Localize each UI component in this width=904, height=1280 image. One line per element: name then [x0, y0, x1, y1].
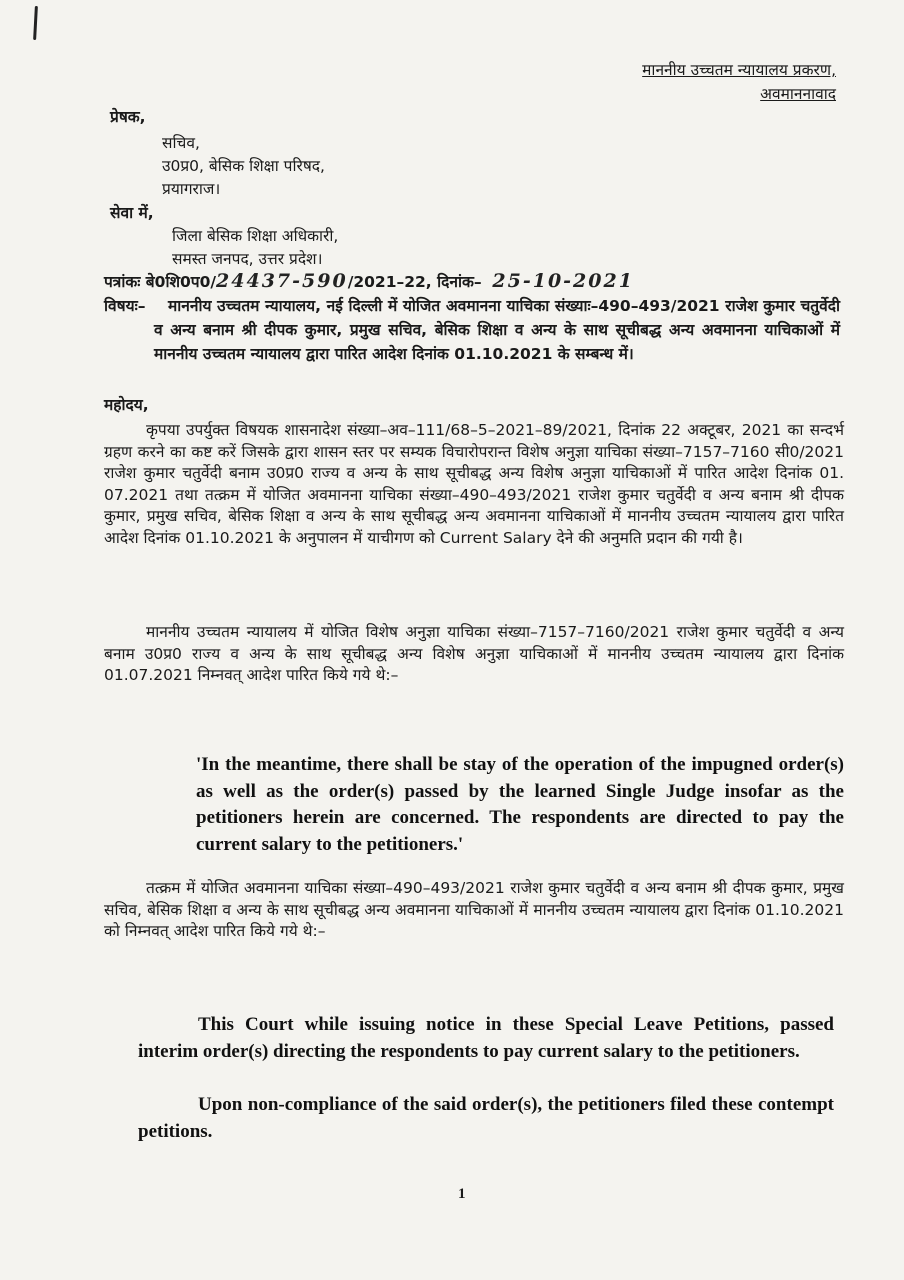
letter-ref-middle: /2021–22, दिनांक–	[347, 273, 482, 291]
case-header-line1: माननीय उच्चतम न्यायालय प्रकरण,	[642, 61, 836, 79]
recipient-line1: जिला बेसिक शिक्षा अधिकारी,	[172, 227, 339, 245]
subject-label: विषयः–	[104, 297, 146, 315]
subject-block	[104, 294, 840, 366]
sender-line1: सचिव,	[162, 134, 200, 152]
handwritten-date: 25-10-2021	[492, 270, 634, 292]
recipient-line2: समस्त जनपद, उत्तर प्रदेश।	[172, 250, 323, 268]
case-header	[642, 58, 836, 106]
paragraph-3: तत्क्रम में योजित अवमानना याचिका संख्या–490–493/2021 राजेश कुमार चतुर्वेदी व अन्य बनाम श्री दीपक कुमार, प्रमुख सचिव, बेसिक शिक्षा व अन्य के साथ सूचीबद्ध अन्य अवमानना याचिकाओं में माननीय उच्चतम न्यायालय द्वारा दिनांक 01.10.2021 को निम्नवत् आदेश पारित किये गये थे:–	[104, 879, 844, 940]
case-header-line2: अवमाननावाद	[760, 85, 836, 103]
sender-line2: उ0प्र0, बेसिक शिक्षा परिषद,	[162, 157, 325, 175]
pen-mark	[33, 6, 38, 40]
court-order-quote-2b: Upon non-compliance of the said order(s), the petitioners filed these contempt petitions.	[138, 1094, 834, 1142]
handwritten-letter-number: 24437-590	[216, 270, 348, 292]
sender-line3: प्रयागराज।	[162, 180, 221, 198]
sender-label: प्रेषक,	[110, 108, 146, 126]
court-order-quote-1: 'In the meantime, there shall be stay of the operation of the impugned order(s) as well as the order(s) passed by the learned Single Judge insofar as the petitioners herein are concerned. The respondents are directed to pay the current salary to the petitioners.'	[196, 754, 844, 855]
paragraph-2: माननीय उच्चतम न्यायालय में योजित विशेष अनुज्ञा याचिका संख्या–7157–7160/2021 राजेश कुमार चतुर्वेदी व अन्य बनाम उ0प्र0 राज्य व अन्य के साथ सूचीबद्ध अन्य विशेष अनुज्ञा याचिकाओं में माननीय उच्चतम न्यायालय द्वारा दिनांक 01.07.2021 निम्नवत् आदेश पारित किये गये थे:–	[104, 623, 844, 684]
court-order-quote-2a: This Court while issuing notice in these Special Leave Petitions, passed interim order(s) directing the respondents to pay current salary to the petitioners.	[138, 1014, 834, 1062]
subject-text: माननीय उच्चतम न्यायालय, नई दिल्ली में योजित अवमानना याचिका संख्याः–490–493/2021 राजेश कुमार चतुर्वेदी व अन्य बनाम श्री दीपक कुमार, प्रमुख सचिव, बेसिक शिक्षा व अन्य के साथ सूचीबद्ध अन्य अवमानना याचिकाओं में माननीय उच्चतम न्यायालय द्वारा पारित आदेश दिनांक 01.10.2021 के सम्बन्ध में।	[154, 297, 840, 363]
recipient-label: सेवा में,	[110, 204, 154, 222]
page-number: 1	[458, 1186, 466, 1202]
letter-reference	[104, 270, 634, 293]
salutation: महोदय,	[104, 396, 149, 414]
paragraph-1: कृपया उपर्युक्त विषयक शासनादेश संख्या–अव–111/68–5–2021–89/2021, दिनांक 22 अक्टूबर, 2021 का सन्दर्भ ग्रहण करने का कष्ट करें जिसके द्वारा शासन स्तर पर सम्यक विचारोपरान्त विशेष अनुज्ञा याचिका संख्या–7157–7160 सी0/2021 राजेश कुमार चतुर्वेदी बनाम उ0प्र0 राज्य व अन्य के साथ सूचीबद्ध अन्य विशेष अनुज्ञा याचिकाओं में पारित आदेश दिनांक 01. 07.2021 तथा तत्क्रम में योजित अवमानना याचिका संख्या–490–493/2021 राजेश कुमार चतुर्वेदी व अन्य बनाम श्री दीपक कुमार, प्रमुख सचिव, बेसिक शिक्षा व अन्य के साथ सूचीबद्ध अन्य अवमानना याचिकाओं में माननीय उच्चतम न्यायालय द्वारा पारित आदेश दिनांक 01.10.2021 के अनुपालन में याचीगण को Current Salary देने की अनुमति प्रदान की गयी है।	[104, 421, 844, 547]
letter-ref-prefix: पत्रांकः बे0शि0प0/	[104, 273, 217, 291]
